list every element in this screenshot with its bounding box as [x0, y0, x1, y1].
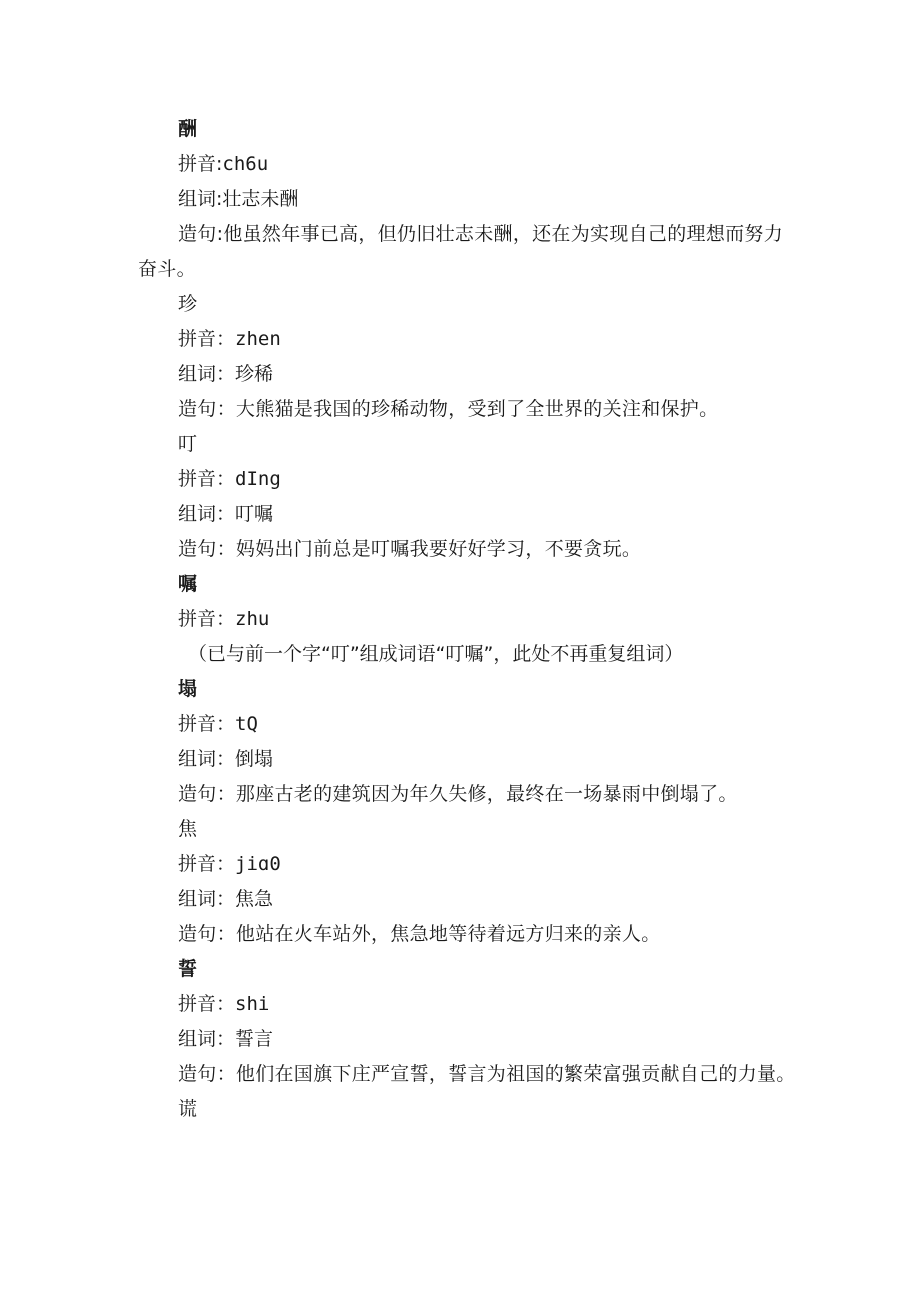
word-value: 叮嘱: [235, 503, 274, 525]
sentence-label: 造句：: [178, 783, 236, 805]
sentence-paragraph: [138, 217, 798, 287]
sentence-value: 妈妈出门前总是叮嘱我要好好学习，不要贪玩。: [235, 538, 642, 560]
pinyin-label: 拼音：: [178, 468, 236, 490]
sentence-label: 造句:: [178, 223, 224, 245]
sentence-paragraph: [138, 777, 798, 812]
sentence-label: 造句：: [178, 538, 236, 560]
entry-character: 叮: [178, 433, 198, 455]
word-value: 焦急: [235, 888, 274, 910]
entry-character: 焦: [178, 818, 198, 840]
entry-character: 嘱: [178, 573, 198, 595]
word-value: 珍稀: [235, 363, 274, 385]
pinyin-value: ch6u: [222, 153, 269, 175]
pinyin-label: 拼音：: [178, 608, 236, 630]
word-value: 倒塌: [235, 748, 274, 770]
pinyin-value: zhu: [235, 608, 270, 630]
pinyin-value: zhen: [235, 328, 281, 350]
sentence-label: 造句：: [178, 923, 236, 945]
sentence-paragraph: [138, 1057, 798, 1092]
word-label: 组词:: [178, 188, 223, 210]
word-label: 组词：: [178, 748, 236, 770]
pinyin-line: [138, 847, 798, 882]
document-content: [138, 112, 798, 1127]
entry-character: 塌: [178, 678, 198, 700]
sentence-paragraph: [138, 392, 798, 427]
word-label: 组词：: [178, 888, 236, 910]
entry-character: 誓: [178, 958, 198, 980]
pinyin-line: [138, 147, 798, 182]
pinyin-line: [138, 322, 798, 357]
pinyin-label: 拼音：: [178, 328, 236, 350]
pinyin-value: jiɑ0: [235, 853, 281, 875]
pinyin-line: [138, 602, 798, 637]
pinyin-label: 拼音:: [178, 153, 223, 175]
word-value: 壮志未酬: [222, 188, 299, 210]
word-label: 组词：: [178, 1028, 236, 1050]
pinyin-label: 拼音：: [178, 993, 236, 1015]
word-line: [138, 742, 798, 777]
sentence-value: 他们在国旗下庄严宣誓，誓言为祖国的繁荣富强贡献自己的力量。: [235, 1063, 796, 1085]
word-value: 誓言: [235, 1028, 274, 1050]
pinyin-line: [138, 707, 798, 742]
sentence-paragraph: [138, 532, 798, 567]
pinyin-line: [138, 462, 798, 497]
pinyin-line: [138, 987, 798, 1022]
sentence-value: 他虽然年事已高，但仍旧壮志未酬，还在为实现自己的理想而努力奋斗。: [138, 223, 784, 280]
sentence-value: 他站在火车站外，焦急地等待着远方归来的亲人。: [235, 923, 661, 945]
entry-character: 珍: [178, 293, 198, 315]
sentence-label: 造句：: [178, 398, 236, 420]
pinyin-value: tQ: [235, 713, 258, 735]
note-text: （已与前一个字“叮”组成词语“叮嘱”，此处不再重复组词）: [188, 643, 684, 665]
pinyin-label: 拼音：: [178, 713, 236, 735]
sentence-label: 造句：: [178, 1063, 236, 1085]
sentence-value: 那座古老的建筑因为年久失修，最终在一场暴雨中倒塌了。: [235, 783, 738, 805]
pinyin-value: dIng: [235, 468, 281, 490]
pinyin-value: shi: [235, 993, 270, 1015]
entry-character: 酬: [178, 118, 198, 140]
word-label: 组词：: [178, 503, 236, 525]
sentence-paragraph: [138, 917, 798, 952]
word-label: 组词：: [178, 363, 236, 385]
sentence-value: 大熊猫是我国的珍稀动物，受到了全世界的关注和保护。: [235, 398, 719, 420]
word-line: [138, 1022, 798, 1057]
pinyin-label: 拼音：: [178, 853, 236, 875]
word-line: [138, 182, 798, 217]
entry-character: 谎: [178, 1098, 198, 1120]
word-line: [138, 357, 798, 392]
word-line: [138, 497, 798, 532]
word-line: [138, 882, 798, 917]
